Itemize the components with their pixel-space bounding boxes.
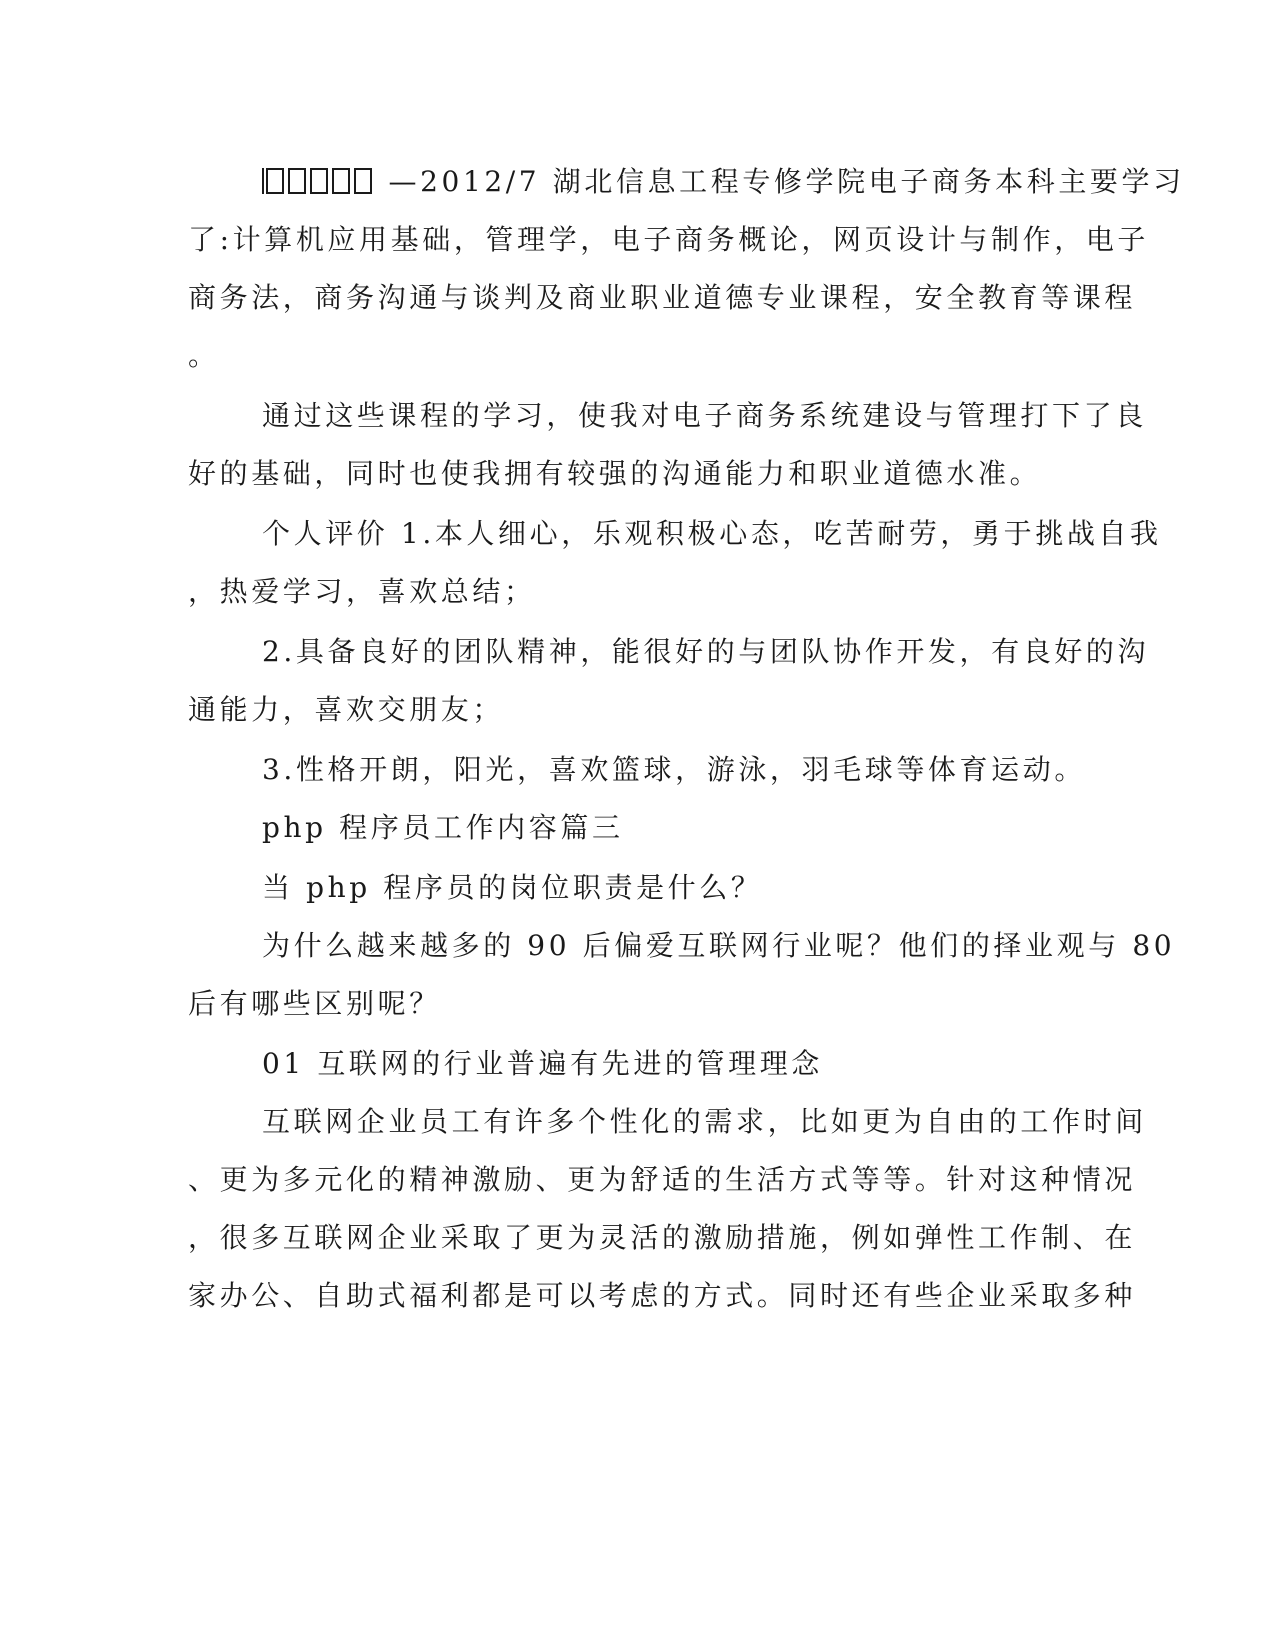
paragraph-line: 当 php 程序员的岗位职责是什么？ [262, 871, 763, 904]
missing-glyph-box-icon [332, 168, 350, 194]
paragraph-line: 通过这些课程的学习，使我对电子商务系统建设与管理打下了良 [262, 399, 1147, 432]
paragraph-line: ，热爱学习，喜欢总结； [188, 575, 536, 608]
line-text: —2012/7 湖北信息工程专修学院电子商务本科主要学习 [388, 165, 1185, 198]
paragraph-line: 3.性格开朗，阳光，喜欢篮球，游泳，羽毛球等体育运动。 [262, 753, 1086, 786]
paragraph-line: 好的基础，同时也使我拥有较强的沟通能力和职业道德水准。 [188, 457, 1042, 490]
paragraph-line: 互联网企业员工有许多个性化的需求，比如更为自由的工作时间 [262, 1105, 1147, 1138]
paragraph-line: ，很多互联网企业采取了更为灵活的激励措施，例如弹性工作制、在 [188, 1221, 1137, 1254]
paragraph-line: 了:计算机应用基础，管理学，电子商务概论，网页设计与制作，电子 [188, 223, 1150, 256]
paragraph-line: 后有哪些区别呢？ [188, 987, 441, 1020]
missing-glyph-box-icon [266, 168, 284, 194]
subheading: 01 互联网的行业普遍有先进的管理理念 [262, 1047, 823, 1080]
paragraph-line [262, 162, 1185, 202]
paragraph-line: 2.具备良好的团队精神，能很好的与团队协作开发，有良好的沟 [262, 635, 1150, 668]
paragraph-line: 、更为多元化的精神激励、更为舒适的生活方式等等。针对这种情况 [188, 1163, 1137, 1196]
section-heading: php 程序员工作内容篇三 [262, 811, 624, 844]
paragraph-line: 为什么越来越多的 90 后偏爱互联网行业呢？他们的择业观与 80 [262, 929, 1176, 962]
paragraph-line: 家办公、自助式福利都是可以考虑的方式。同时还有些企业采取多种 [188, 1279, 1137, 1312]
missing-glyph-box-icon [310, 168, 328, 194]
paragraph-line: 。 [188, 339, 220, 372]
paragraph-line: 通能力，喜欢交朋友； [188, 693, 505, 726]
missing-glyph-box-icon [354, 168, 372, 194]
paragraph-line: 商务法，商务沟通与谈判及商业职业道德专业课程，安全教育等课程 [188, 281, 1137, 314]
missing-glyph-box-icon [288, 168, 306, 194]
paragraph-line: 个人评价 1.本人细心，乐观积极心态，吃苦耐劳，勇于挑战自我 [262, 517, 1162, 550]
missing-glyph-bar-icon [262, 168, 264, 194]
